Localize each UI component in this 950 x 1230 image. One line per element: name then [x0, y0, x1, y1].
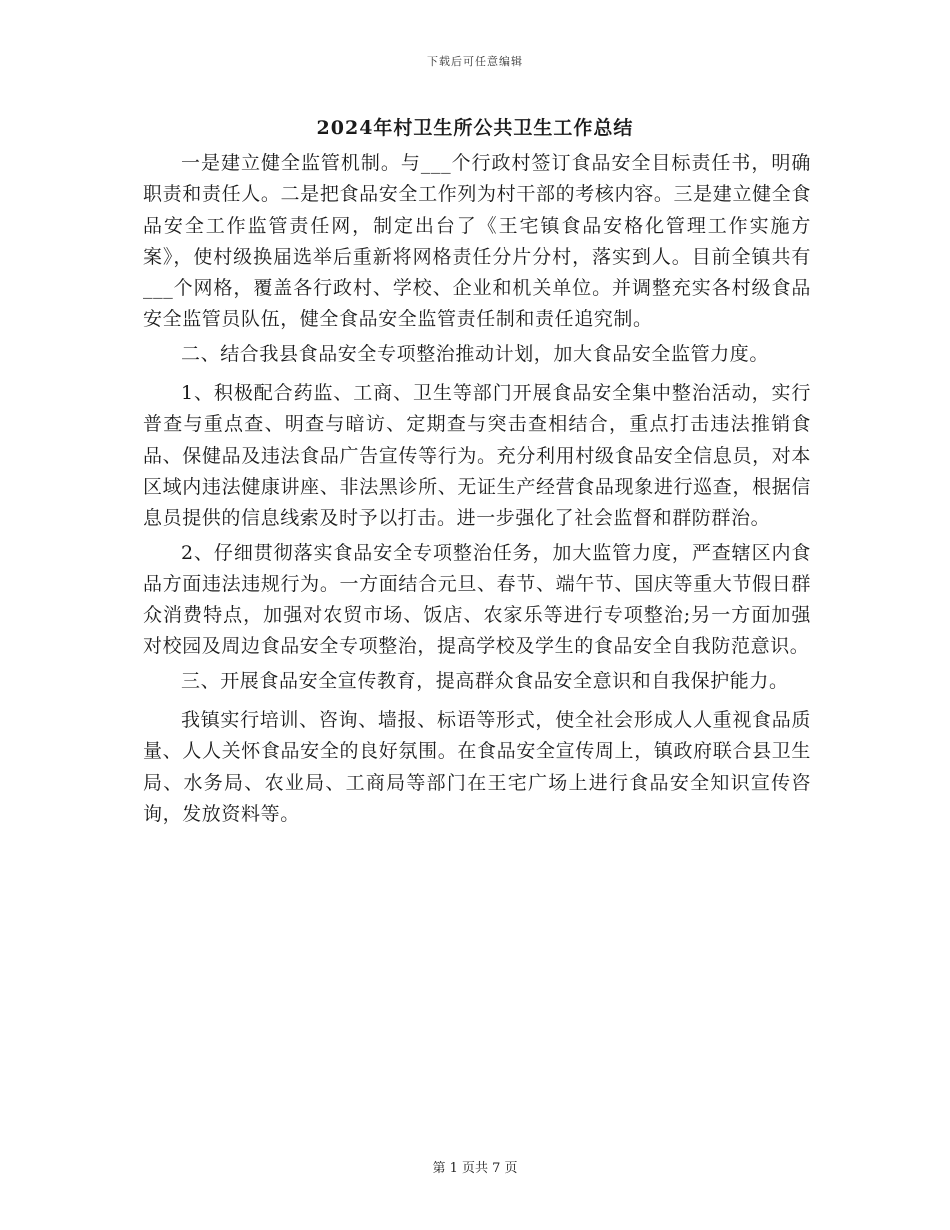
paragraph-section-three-heading: 三、开展食品安全宣传教育，提高群众食品安全意识和自我保护能力。 — [181, 669, 789, 692]
paragraph-section-two-heading: 二、结合我县食品安全专项整治推动计划，加大食品安全监管力度。 — [181, 342, 770, 365]
paragraph-item-one: 1、积极配合药监、工商、卫生等部门开展食品安全集中整治活动，实行普查与重点查、明查与暗访、定期查与突击查相结合，重点打击违法推销食品、保健品及违法食品广告宣传等行为。充分利用村级食品安全信息员，对本区域内违法健康讲座、非法黑诊所、无证生产经营食品现象进行巡查，根据信息员提供的信息线索及时予以打击。进一步强化了社会监督和群防群治。 — [143, 382, 811, 530]
document-body — [143, 148, 811, 830]
paragraph-item-two: 2、仔细贯彻落实食品安全专项整治任务，加大监管力度，严查辖区内食品方面违法违规行为。一方面结合元旦、春节、端午节、国庆等重大节假日群众消费特点，加强对农贸市场、饭店、农家乐等进行专项整治;另一方面加强对校园及周边食品安全专项整治，提高学校及学生的食品安全自我防范意识。 — [143, 541, 811, 658]
paragraph-supervision-mechanism: 一是建立健全监管机制。与___个行政村签订食品安全目标责任书，明确职责和责任人。二是把食品安全工作列为村干部的考核内容。三是建立健全食品安全工作监管责任网，制定出台了《王宅镇食品安格化管理工作实施方案》，使村级换届选举后重新将网格责任分片分村，落实到人。目前全镇共有___个网格，覆盖各行政村、学校、企业和机关单位。并调整充实各村级食品安全监管员队伍，健全食品安全监管责任制和责任追究制。 — [143, 152, 811, 331]
paragraph-publicity: 我镇实行培训、咨询、墙报、标语等形式，使全社会形成人人重视食品质量、人人关怀食品安全的良好氛围。在食品安全宣传周上，镇政府联合县卫生局、水务局、农业局、工商局等部门在王宅广场上进行食品安全知识宣传咨询，发放资料等。 — [143, 709, 811, 825]
page-number: 第 1 页共 7 页 — [432, 1161, 518, 1176]
document-title: 2024年村卫生所公共卫生工作总结 — [316, 117, 634, 139]
download-note: 下载后可任意编辑 — [427, 55, 523, 68]
